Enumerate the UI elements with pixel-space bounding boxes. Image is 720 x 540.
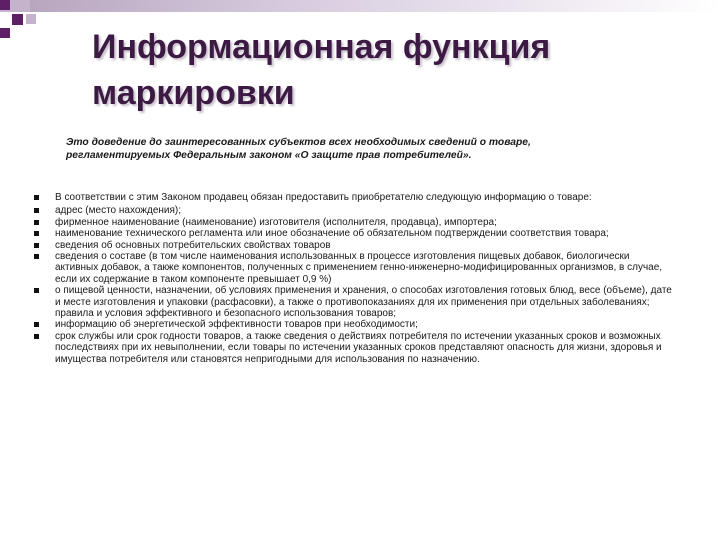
- intro-text: Это доведение до заинтересованных субъектов всех необходимых сведений о товаре, регламентируемых Федеральным законом «О защите прав потребителей».: [66, 137, 531, 161]
- square-bullet-icon: [34, 322, 39, 327]
- decor-square: [26, 14, 36, 24]
- square-bullet-icon: [34, 254, 39, 259]
- list-item: [34, 285, 674, 319]
- square-bullet-icon: [34, 220, 39, 225]
- list-item-text: фирменное наименование (наименование) изготовителя (исполнителя, продавца), импортера;: [55, 216, 497, 228]
- list-item: [34, 192, 674, 203]
- square-bullet-icon: [34, 231, 39, 236]
- list-item: [34, 331, 674, 365]
- list-item-text: информацию об энергетической эффективности товаров при необходимости;: [55, 319, 418, 331]
- list-item: [34, 217, 674, 228]
- list-item-text: о пищевой ценности, назначении, об условиях применения и хранения, о способах изготовления готовых блюд, весе (объеме), дате и месте изготовления и упаковки (расфасовки), а также о противопоказаниях для их применения при отдельных заболеваниях; правила и условия эффективного и безопасного использования товаров;: [55, 285, 672, 320]
- list-item: [34, 240, 674, 251]
- list-item-text: срок службы или срок годности товаров, а также сведения о действиях потребителя по истечении указанных сроков и возможных последствиях при их невыполнении, если товары по истечении указанных сроков представляют опасность для жизни, здоровья и имущества потребителя или становятся непригодными для использования по назначению.: [55, 330, 662, 365]
- square-bullet-icon: [34, 195, 39, 200]
- decor-square: [0, 0, 10, 10]
- square-bullet-icon: [34, 208, 39, 213]
- list-item: [34, 205, 674, 216]
- list-item: [34, 251, 674, 285]
- decor-square: [12, 14, 23, 25]
- header-gradient-bar: [30, 0, 720, 12]
- square-bullet-icon: [34, 243, 39, 248]
- list-item-text: сведения о составе (в том числе наименования использованных в процессе изготовления пищевых добавок, биологически активных добавок, а также компонентов, полученных с применением генно-инженерно-модифицированных организмов, в случае, если их содержание в таком компоненте превышает 0,9 %): [55, 251, 663, 285]
- list-item: [34, 319, 674, 330]
- decor-square: [0, 28, 10, 38]
- list-item-text: наименование технического регламента или иное обозначение об обязательном подтверждении соответствия товара;: [55, 228, 609, 240]
- square-bullet-icon: [34, 288, 39, 293]
- list-item: [34, 228, 674, 239]
- list-item-text: В соответствии с этим Законом продавец обязан предоставить приобретателю следующую информацию о товаре:: [55, 192, 592, 203]
- list-item-text: адрес (место нахождения);: [55, 205, 182, 217]
- square-bullet-icon: [34, 334, 39, 339]
- list-item-text: сведения об основных потребительских свойствах товаров: [55, 239, 331, 251]
- info-list: [34, 192, 674, 365]
- slide-title: Информационная функция маркировки: [92, 28, 551, 112]
